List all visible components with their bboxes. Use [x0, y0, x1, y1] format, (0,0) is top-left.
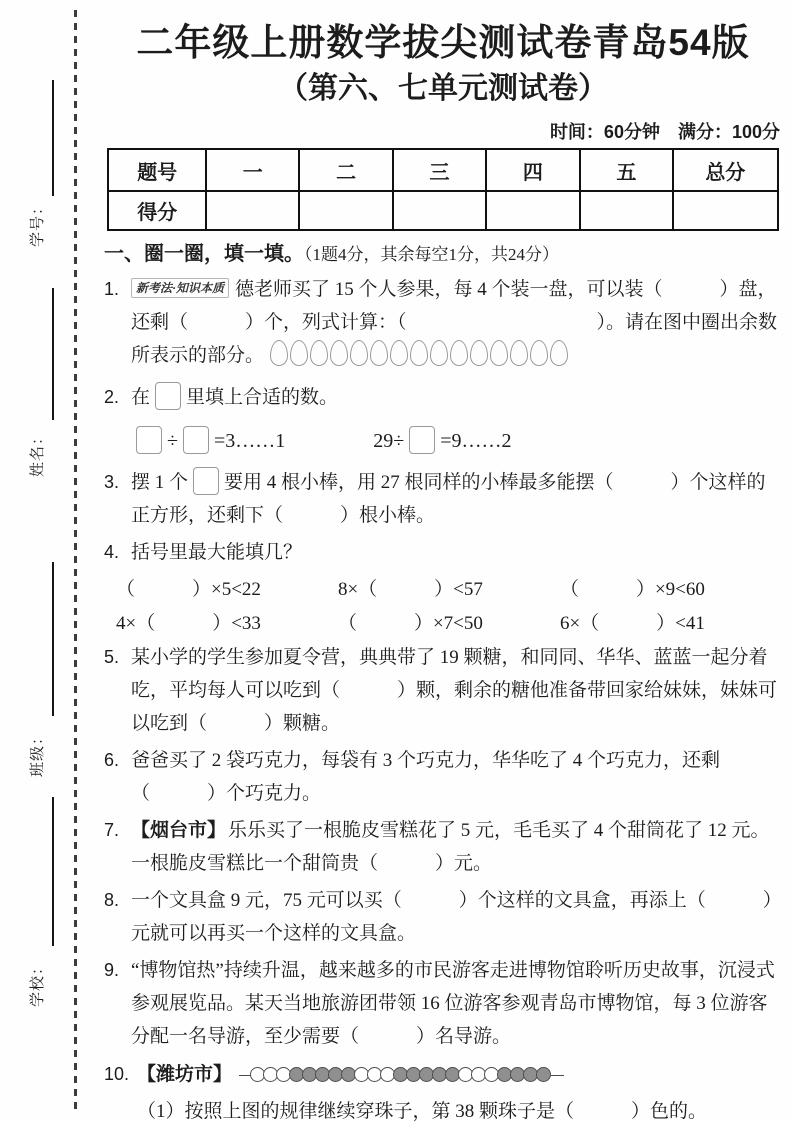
question-10-sub-1 [104, 1095, 782, 1122]
margin-label-student-id: 学号： [30, 199, 46, 248]
egg-item [510, 340, 528, 366]
equation-2-left: 29÷ [373, 430, 405, 452]
paper-title: 二年级上册数学拔尖测试卷青岛54版 [136, 22, 750, 63]
question-1-text: 德老师买了 15 个人参果，每 4 个装一盘，可以装（ ）盘，还剩（ ）个，列式计算：（ ）。请在图中圈出余数所表示的部分。 [131, 279, 778, 366]
ginseng-fruit-row [269, 340, 569, 377]
question-5 [104, 641, 782, 740]
expr-item: （ ）×5<22 [116, 579, 261, 600]
score-table-score-row [108, 191, 777, 230]
score-col-4: 四 [486, 149, 579, 191]
equation-2-result: =9……2 [440, 430, 512, 452]
question-4 [104, 536, 782, 569]
question-8-number: 8. [104, 890, 120, 910]
question-8 [104, 884, 782, 950]
student-id-write-line [52, 80, 54, 196]
bead-item [536, 1067, 551, 1082]
score-cell-3 [393, 191, 486, 230]
egg-item [410, 340, 428, 366]
question-2-pre-text: 在 [131, 387, 151, 408]
question-9-text: “博物馆热”持续升温，越来越多的市民游客走进博物馆聆听历史故事，沉浸式参观展览品。某天当地旅游团带领 16 位游客参观青岛市博物馆，每 3 位游客分配一名导游，至少需要（ ）名导游。 [131, 960, 775, 1047]
answer-box [155, 382, 181, 410]
equation-1-result: =3……1 [213, 430, 286, 452]
question-2-post-text: 里填上合适的数。 [186, 387, 339, 408]
question-7 [104, 814, 782, 880]
expr-item: 6×（ ）<41 [559, 613, 705, 634]
section-1-title: 一、圈一圈，填一填。 [104, 243, 304, 265]
question-8-text: 一个文具盒 9 元，75 元可以买（ ）个这样的文具盒，再添上（ ）元就可以再买一个这样的文具盒。 [131, 890, 782, 944]
question-2-number: 2. [104, 387, 120, 407]
egg-item [470, 340, 488, 366]
egg-item [350, 340, 368, 366]
question-3-post-text: 要用 4 根小棒，用 27 根同样的小棒最多能摆（ ）个这样的正方形，还剩下（ ）根小棒。 [131, 472, 766, 526]
question-5-text: 某小学的学生参加夏令营，典典带了 19 颗糖，和同同、华华、蓝蓝一起分着吃，平均每人可以吃到（ ）颗，剩余的糖他准备带回家给妹妹，妹妹可以吃到（ ）颗糖。 [131, 647, 778, 734]
question-1-number: 1. [104, 279, 120, 299]
egg-item [330, 340, 348, 366]
question-2 [104, 381, 782, 414]
question-10 [104, 1057, 782, 1091]
question-7-city-badge: 【烟台市】 [131, 820, 227, 841]
score-col-1: 一 [206, 149, 299, 191]
score-cell-4 [486, 191, 579, 230]
egg-item [370, 340, 388, 366]
section-1-heading [104, 239, 782, 271]
question-4-number: 4. [104, 542, 120, 562]
question-1 [104, 273, 782, 377]
bead-pattern-row [252, 1057, 551, 1090]
school-write-line [52, 797, 54, 946]
expr-item: 8×（ ）<57 [337, 579, 483, 600]
square-shape-box [193, 467, 219, 495]
paper-content [104, 12, 782, 1122]
score-table [107, 148, 778, 231]
question-9-number: 9. [104, 960, 120, 980]
egg-item [450, 340, 468, 366]
question-10-number: 10. [104, 1064, 130, 1084]
question-2-equations [104, 418, 782, 464]
score-col-3: 三 [393, 149, 486, 191]
paper-subtitle: （第六、七单元测试卷） [278, 72, 608, 105]
score-row-label: 得分 [108, 191, 206, 230]
score-col-total: 总分 [673, 149, 778, 191]
question-6 [104, 744, 782, 810]
question-4-expressions [104, 573, 782, 641]
answer-box [136, 426, 162, 454]
score-cell-1 [206, 191, 299, 230]
margin-label-school: 学校： [30, 959, 46, 1008]
question-1-badge: 新考法·知识本质 [131, 278, 229, 298]
question-7-text: 乐乐买了一根脆皮雪糕花了 5 元，毛毛买了 4 个甜筒花了 12 元。一根脆皮雪糕比一个甜筒贵（ ）元。 [131, 820, 770, 874]
name-write-line [52, 288, 54, 420]
question-5-number: 5. [104, 647, 120, 667]
question-3 [104, 466, 782, 532]
egg-item [530, 340, 548, 366]
egg-item [550, 340, 568, 366]
bead-string-line-right [551, 1075, 564, 1076]
egg-item [390, 340, 408, 366]
egg-item [490, 340, 508, 366]
expr-item: 4×（ ）<33 [116, 613, 261, 634]
question-7-number: 7. [104, 820, 120, 840]
margin-label-class: 班级： [30, 729, 46, 778]
question-6-number: 6. [104, 750, 120, 770]
question-10-sub-1-text: （1）按照上图的规律继续穿珠子，第 38 颗珠子是（ ）色的。 [137, 1101, 708, 1122]
score-cell-5 [580, 191, 673, 230]
margin-label-name: 姓名： [30, 429, 46, 478]
class-write-line [52, 562, 54, 716]
answer-box [183, 426, 209, 454]
expr-item: （ ）×7<50 [337, 613, 483, 634]
score-col-5: 五 [580, 149, 673, 191]
answer-box [409, 426, 435, 454]
egg-item [310, 340, 328, 366]
expr-item: （ ）×9<60 [559, 579, 705, 600]
question-6-text: 爸爸买了 2 袋巧克力，每袋有 3 个巧克力，华华吃了 4 个巧克力，还剩（ ）个巧克力。 [131, 750, 721, 804]
score-cell-total [673, 191, 778, 230]
equation-1-operator: ÷ [167, 430, 178, 452]
question-10-city-badge: 【潍坊市】 [137, 1064, 233, 1085]
score-table-header-row [108, 149, 777, 191]
section-1-note: （1题4分，其余每空1分，共24分） [304, 245, 559, 264]
score-col-2: 二 [299, 149, 392, 191]
time-score-info: 时间：60分钟 满分：100分 [549, 122, 780, 142]
question-4-title: 括号里最大能填几？ [131, 542, 303, 563]
egg-item [430, 340, 448, 366]
egg-item [270, 340, 288, 366]
question-3-pre-text: 摆 1 个 [131, 472, 189, 493]
score-col-label: 题号 [108, 149, 206, 191]
egg-item [290, 340, 308, 366]
score-cell-2 [299, 191, 392, 230]
question-3-number: 3. [104, 472, 120, 492]
seal-dashed-line [74, 10, 77, 1115]
question-9 [104, 954, 782, 1053]
